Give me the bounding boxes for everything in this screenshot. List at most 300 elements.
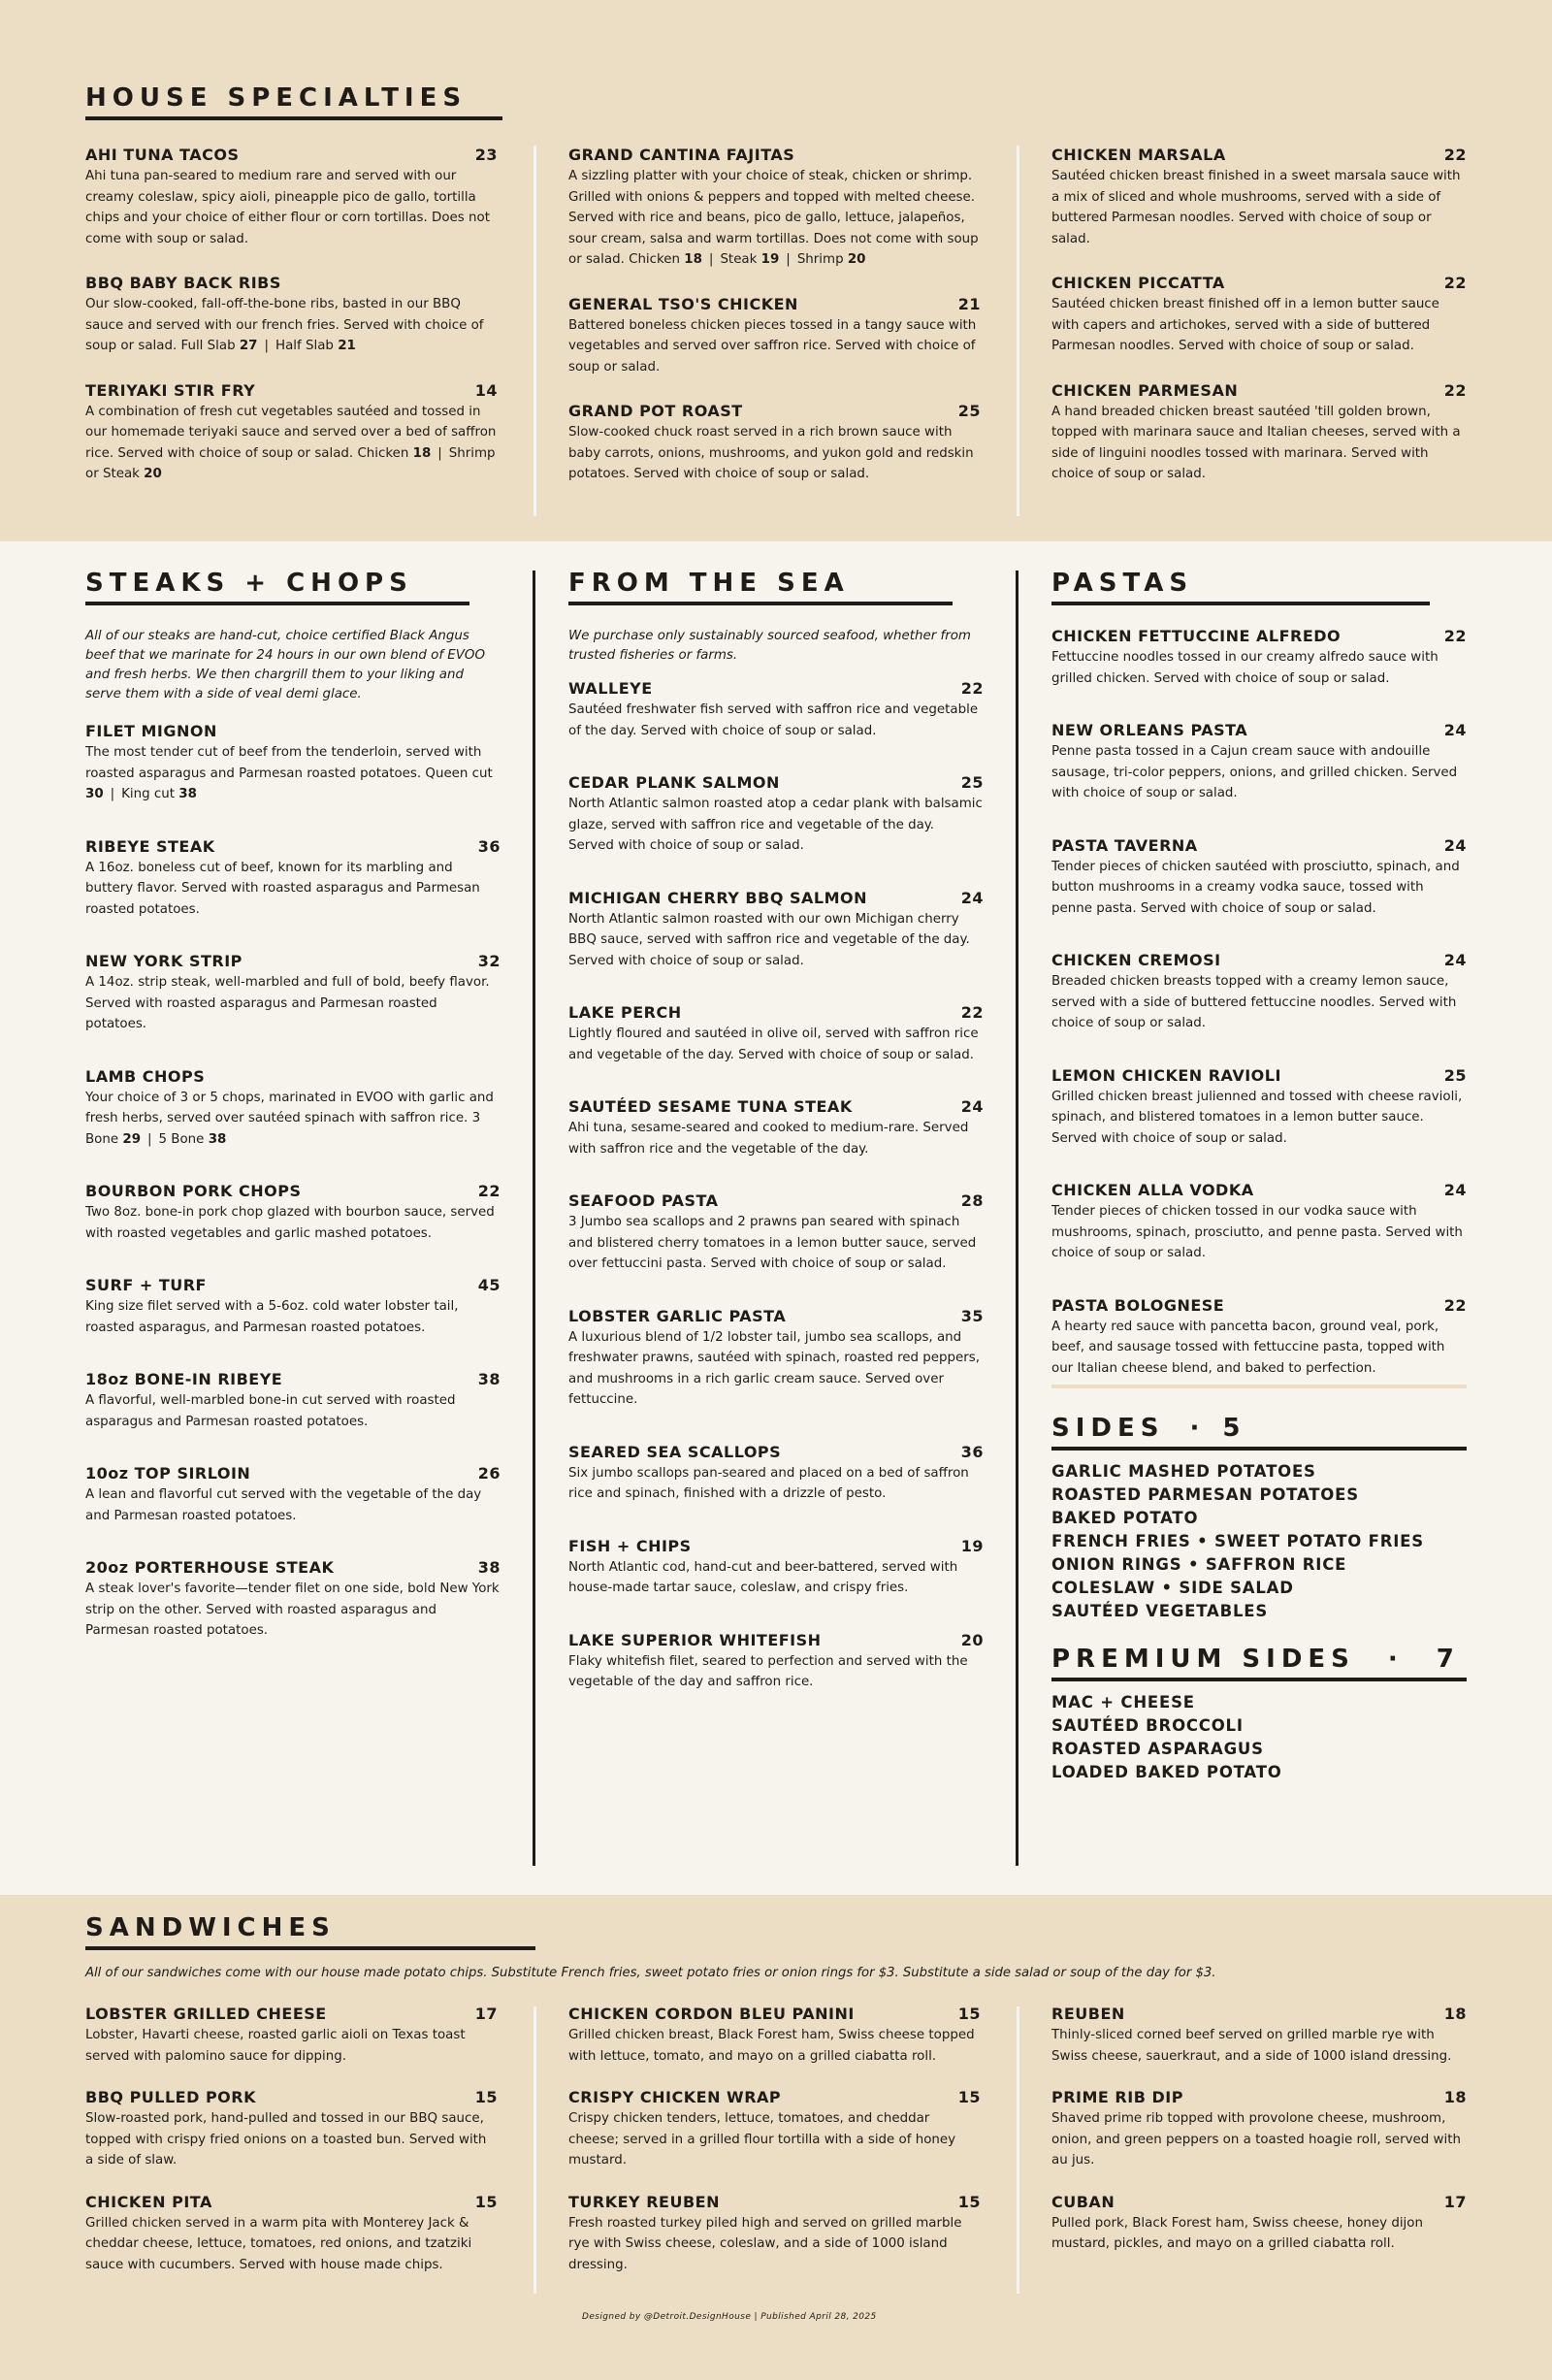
menu-item-description-text: Tender pieces of chicken sautéed with prosciutto, spinach, and button mushrooms in a creamy vodka sauce, tossed with penne pasta. Served with choice of soup or salad. [1051, 859, 1460, 916]
menu-item-name: FISH + CHIPS [568, 1536, 692, 1555]
menu-item-price: 24 [1443, 951, 1467, 969]
menu-item-name: CHICKEN PITA [85, 2192, 212, 2211]
menu-item-description-text: Flaky whitefish filet, seared to perfection and served with the vegetable of the day and saffron rice. [568, 1653, 968, 1689]
menu-item-price: 25 [957, 402, 981, 420]
menu-item-price: 26 [477, 1464, 501, 1483]
menu-item-price: 22 [477, 1182, 501, 1200]
menu-item-price: 38 [477, 1370, 501, 1388]
menu-item [85, 952, 501, 1035]
menu-item-header [568, 1191, 984, 1211]
menu-item-description-text: Battered boneless chicken pieces tossed in a tangy sauce with vegetables and served over saffron rice. Served with choice of soup or salad. [568, 317, 977, 375]
menu-item-description [568, 315, 981, 378]
premium-sides-title [1051, 1645, 1467, 1674]
menu-item-name: LOBSTER GRILLED CHEESE [85, 2005, 327, 2023]
menu-item-description-text: North Atlantic cod, hand-cut and beer-battered, served with house-made tartar sauce, coleslaw, and crispy fries. [568, 1559, 958, 1595]
menu-item [85, 837, 501, 921]
menu-item [568, 1191, 984, 1275]
menu-item [568, 1307, 984, 1411]
menu-item-price: 24 [1443, 1181, 1467, 1199]
option-label: Queen cut [425, 766, 493, 781]
menu-item-description-text: A hearty red sauce with pancetta bacon, ground veal, pork, beef, and sausage tossed with fettuccine pasta, topped with our Italian cheese blend, and baked to perfection. [1051, 1319, 1445, 1376]
menu-item-name: LAKE PERCH [568, 1003, 682, 1022]
sea-title: FROM THE SEA [568, 569, 850, 598]
steaks-section [85, 569, 501, 1642]
menu-item-price: 38 [477, 1558, 501, 1577]
menu-item-header [1051, 146, 1467, 165]
menu-item-description [1051, 857, 1467, 920]
menu-item-name: GRAND POT ROAST [568, 402, 743, 420]
menu-item [568, 773, 984, 857]
menu-item-description [1051, 1087, 1467, 1150]
menu-item-description-text: Slow-cooked chuck roast served in a rich brown sauce with baby carrots, onions, mushrooms, and yukon gold and redskin potatoes. Served with choice of soup or salad. [568, 425, 974, 481]
menu-item-price: 36 [960, 1442, 984, 1461]
menu-item [85, 146, 498, 249]
menu-item-name: SAUTÉED SESAME TUNA STEAK [568, 1097, 853, 1116]
menu-item-description-text: North Atlantic salmon roasted atop a cedar plank with balsamic glaze, served with saffron rice and vegetable of the day. Served with choice of soup or salad. [568, 797, 983, 853]
pastas-sides-separator [1051, 1385, 1467, 1388]
menu-item-price: 14 [474, 380, 498, 400]
menu-item-price: 22 [1443, 146, 1467, 164]
menu-item-description [1051, 166, 1467, 249]
steaks-underline [85, 602, 469, 605]
option-price: 30 [85, 787, 104, 801]
menu-item-description-text: Fettuccine noodles tossed in our creamy alfredo sauce with grilled chicken. Served with choice of soup or salad. [1051, 650, 1439, 686]
option-price: 27 [239, 339, 258, 353]
premium-sides-title-dot: · [1387, 1645, 1404, 1674]
menu-item-name: BOURBON PORK CHOPS [85, 1182, 302, 1200]
menu-item-price: 17 [474, 2005, 498, 2023]
menu-item-header [568, 2005, 981, 2024]
footer-credit: Designed by @Detroit.DesignHouse | Published April 28, 2025 [582, 2312, 877, 2322]
sides-title [1051, 1414, 1467, 1443]
menu-item-header [568, 2193, 981, 2212]
menu-item-price: 19 [960, 1536, 984, 1555]
option-price: 19 [760, 252, 780, 267]
sea-intro: We purchase only sustainably sourced seafood, whether from trusted fisheries or farms. [568, 629, 971, 663]
option-price: 29 [122, 1131, 142, 1147]
menu-item-name: LOBSTER GARLIC PASTA [568, 1306, 787, 1325]
menu-item [85, 1558, 501, 1642]
menu-item-price: 24 [1443, 835, 1467, 855]
menu-item-header [568, 1307, 984, 1326]
menu-item-header [568, 1443, 984, 1462]
menu-item-name: SEAFOOD PASTA [568, 1191, 719, 1210]
menu-item-description [568, 2025, 981, 2067]
menu-item-price: 21 [957, 294, 981, 313]
menu-item-header [1051, 2005, 1467, 2024]
menu-item-description-text: Tender pieces of chicken tossed in our vodka sauce with mushrooms, spinach, prosciutto, and penne pasta. Served with choice of soup or salad. [1051, 1204, 1463, 1260]
menu-item-price: 28 [960, 1191, 984, 1210]
menu-item-description-text: Pulled pork, Black Forest ham, Swiss cheese, honey dijon mustard, pickles, and mayo on a grilled ciabatta roll. [1051, 2215, 1423, 2251]
column-divider [1016, 571, 1018, 1866]
menu-item-description [1051, 971, 1467, 1034]
menu-item-header [85, 1276, 501, 1295]
menu-item-description-text: Lightly floured and sautéed in olive oil, served with saffron rice and vegetable of the day. Served with choice of soup or salad. [568, 1027, 979, 1062]
menu-item-description-text: A steak lover's favorite—tender filet on one side, bold New York strip on the other. Served with roasted asparagus and Parmesan roasted potatoes. [85, 1581, 500, 1638]
house-specialties-title: HOUSE SPECIALTIES [85, 83, 468, 113]
menu-item-description [85, 1296, 501, 1338]
steaks-title: STEAKS + CHOPS [85, 569, 413, 598]
menu-item-price: 18 [1443, 2005, 1467, 2023]
option-separator: | [708, 252, 714, 267]
menu-item-name: 20oz PORTERHOUSE STEAK [85, 1558, 335, 1577]
menu-item-price: 22 [1443, 274, 1467, 292]
sandwiches-header [85, 1913, 1482, 2001]
menu-item-header [85, 146, 498, 165]
menu-item-price: 24 [960, 1097, 984, 1116]
house-column-1 [85, 146, 498, 485]
menu-item [568, 1003, 984, 1065]
menu-item-header [85, 2193, 498, 2212]
menu-item-name: MICHIGAN CHERRY BBQ SALMON [568, 888, 867, 907]
menu-item-name: CRISPY CHICKEN WRAP [568, 2088, 782, 2106]
option-price: 38 [208, 1131, 227, 1147]
menu-item [85, 1067, 501, 1151]
pastas-list [1051, 627, 1467, 1379]
menu-item-header [1051, 836, 1467, 856]
menu-item-description-text: Sautéed chicken breast finished off in a lemon butter sauce with capers and artichokes, served with a side of buttered Parmesan noodles. Served with choice of soup or salad. [1051, 297, 1439, 353]
premium-sides-title-text: PREMIUM SIDES [1051, 1645, 1355, 1674]
premium-sides-block [1051, 1645, 1467, 1784]
option-price: 20 [847, 252, 866, 267]
menu-item-header [85, 274, 498, 293]
menu-item [568, 146, 981, 271]
menu-item-price: 45 [477, 1276, 501, 1294]
menu-item-header [1051, 1066, 1467, 1086]
pastas-title: PASTAS [1051, 569, 1194, 598]
menu-item-name: CHICKEN CORDON BLEU PANINI [568, 2005, 855, 2023]
menu-item [568, 1443, 984, 1505]
menu-item-description-text: Two 8oz. bone-in pork chop glazed with bourbon sauce, served with roasted vegetables and garlic mashed potatoes. [85, 1205, 495, 1241]
menu-item-name: BBQ BABY BACK RIBS [85, 274, 281, 292]
menu-item-description [568, 1651, 984, 1693]
menu-item-name: REUBEN [1051, 2005, 1125, 2023]
option-label: 3 Bone [85, 1111, 481, 1147]
menu-item [1051, 274, 1467, 357]
sides-underline [1051, 1447, 1467, 1451]
menu-item-description [568, 1212, 984, 1275]
menu-item-header [568, 2088, 981, 2107]
menu-item [568, 679, 984, 741]
side-item: COLESLAW • SIDE SALAD [1051, 1579, 1294, 1597]
menu-item-description-text: Thinly-sliced corned beef served on grilled marble rye with Swiss cheese, sauerkraut, and a side of 1000 island dressing. [1051, 2028, 1452, 2064]
menu-item-description [85, 2213, 498, 2276]
menu-item-name: TURKEY REUBEN [568, 2192, 720, 2211]
menu-item-price: 32 [477, 952, 501, 970]
house-column-3 [1051, 146, 1467, 485]
menu-item-description [568, 1557, 984, 1599]
sandwiches-column-1 [85, 2005, 498, 2275]
menu-item-name: GENERAL TSO'S CHICKEN [568, 294, 798, 313]
option-label: Steak [720, 252, 758, 267]
menu-item-description [1051, 402, 1467, 485]
menu-item-price: 35 [960, 1306, 984, 1325]
menu-item [1051, 1296, 1467, 1380]
option-separator: | [147, 1131, 152, 1147]
menu-item-header [85, 1558, 501, 1578]
sandwiches-column-2 [568, 2005, 981, 2275]
side-item: FRENCH FRIES • SWEET POTATO FRIES [1051, 1532, 1424, 1550]
menu-item-description-text: Breaded chicken breasts topped with a creamy lemon sauce, served with a side of buttered fettuccine noodles. Served with choice of soup or salad. [1051, 974, 1457, 1030]
menu-item-name: NEW ORLEANS PASTA [1051, 721, 1248, 739]
option-label: Shrimp or Steak [85, 445, 496, 481]
steaks-list [85, 722, 501, 1642]
menu-item-name: SEARED SEA SCALLOPS [568, 1442, 782, 1461]
menu-item-header [1051, 274, 1467, 293]
menu-item-description [85, 1202, 501, 1244]
menu-item-description-text: A 16oz. boneless cut of beef, known for its marbling and buttery flavor. Served with roasted asparagus and Parmesan roasted potatoes. [85, 860, 480, 917]
menu-item-description-text: Grilled chicken breast julienned and tossed with cheese ravioli, spinach, and blistered tomatoes in a lemon butter sauce. Served with choice of soup or salad. [1051, 1089, 1463, 1146]
menu-item-description-text: Fresh roasted turkey piled high and served on grilled marble rye with Swiss cheese, coleslaw, and a side of 1000 island dressing. [568, 2215, 962, 2272]
menu-item [1051, 2193, 1467, 2255]
menu-item-description [568, 422, 981, 485]
menu-item-price: 22 [960, 679, 984, 698]
menu-item-name: LAKE SUPERIOR WHITEFISH [568, 1630, 822, 1649]
option-separator: | [786, 252, 791, 267]
menu-item-description-text: Our slow-cooked, fall-off-the-bone ribs, basted in our BBQ sauce and served with our french fries. Served with choice of soup or salad. [85, 297, 484, 353]
sides-block [1051, 1414, 1467, 1623]
menu-item [568, 2193, 981, 2276]
menu-item-description [85, 2025, 498, 2067]
menu-item [1051, 146, 1467, 249]
menu-item-description-text: Ahi tuna pan-seared to medium rare and served with our creamy coleslaw, spicy aioli, pineapple pico de gallo, tortilla chips and your choice of either flour or corn tortillas. Does not come with soup or salad. [85, 169, 490, 246]
menu-item-description-text: Sautéed freshwater fish served with saffron rice and vegetable of the day. Served with choice of soup or salad. [568, 702, 979, 738]
menu-item-price: 22 [1443, 1295, 1467, 1315]
menu-item-header [568, 1097, 984, 1117]
house-specialties-underline [85, 116, 502, 120]
house-specialties-header [85, 83, 502, 120]
menu-item-header [568, 1003, 984, 1023]
menu-item [85, 274, 498, 357]
menu-item-header [568, 402, 981, 421]
menu-item-description [568, 2108, 981, 2171]
menu-item [568, 889, 984, 972]
side-item: BAKED POTATO [1051, 1509, 1199, 1527]
option-label: 5 Bone [158, 1131, 205, 1147]
menu-item-name: CEDAR PLANK SALMON [568, 773, 780, 792]
menu-item-header [85, 1370, 501, 1389]
menu-item-name: SURF + TURF [85, 1276, 207, 1294]
menu-item-description [568, 1024, 984, 1065]
menu-item [568, 1097, 984, 1159]
menu-item-header [85, 722, 501, 741]
menu-item-description [1051, 647, 1467, 689]
menu-item [568, 1631, 984, 1693]
menu-item-description [568, 794, 984, 857]
menu-item-header [568, 1631, 984, 1650]
side-item: SAUTÉED BROCCOLI [1051, 1716, 1244, 1735]
menu-item-name: PRIME RIB DIP [1051, 2088, 1183, 2106]
menu-item-header [568, 889, 984, 908]
menu-item-name: FILET MIGNON [85, 722, 217, 740]
menu-item-description-text: Slow-roasted pork, hand-pulled and tossed in our BBQ sauce, topped with crispy fried onions on a toasted bun. Served with a side of slaw. [85, 2111, 487, 2168]
menu-item-header [1051, 721, 1467, 740]
sandwiches-intro: All of our sandwiches come with our house made potato chips. Substitute French fries, sweet potato fries or onion rings for $3. Substitute a side salad or soup of the day for $3. [85, 1966, 1216, 1980]
menu-item-description [85, 742, 501, 805]
menu-item [1051, 381, 1467, 485]
menu-item-name: CHICKEN PICCATTA [1051, 274, 1225, 292]
menu-item-description-text: Crispy chicken tenders, lettuce, tomatoes, and cheddar cheese; served in a grilled flour tortilla with a side of honey mustard. [568, 2111, 956, 2168]
menu-item [1051, 1181, 1467, 1264]
menu-item [85, 2193, 498, 2276]
option-label: Full Slab [180, 339, 236, 353]
menu-item-name: PASTA BOLOGNESE [1051, 1295, 1225, 1315]
column-divider [1017, 146, 1019, 516]
menu-item-description [85, 1579, 501, 1642]
menu-item-header [85, 2088, 498, 2107]
menu-item-description [85, 858, 501, 921]
menu-item-options [629, 252, 865, 267]
menu-item-description [568, 700, 984, 741]
menu-item-header [568, 146, 981, 165]
side-item: MAC + CHEESE [1051, 1693, 1195, 1712]
menu-item-description-text: A lean and flavorful cut served with the vegetable of the day and Parmesan roasted potatoes. [85, 1487, 482, 1523]
option-price: 38 [178, 787, 197, 801]
menu-item-options [181, 339, 356, 353]
option-label: King cut [121, 787, 176, 801]
menu-item-name: RIBEYE STEAK [85, 836, 215, 856]
sides-title-dot: · [1189, 1414, 1206, 1443]
menu-item-description [568, 1327, 984, 1411]
menu-item-description [568, 1118, 984, 1159]
menu-item-header [85, 2005, 498, 2024]
menu-item-description [568, 909, 984, 972]
menu-item-name: AHI TUNA TACOS [85, 146, 240, 164]
menu-item [85, 2005, 498, 2067]
menu-item [568, 2088, 981, 2171]
menu-item-price: 25 [960, 773, 984, 792]
pastas-section [1051, 569, 1467, 1784]
menu-item-description [1051, 2025, 1467, 2067]
option-price: 20 [144, 467, 162, 481]
menu-item-name: CHICKEN MARSALA [1051, 146, 1226, 164]
menu-item-description-text: A sizzling platter with your choice of steak, chicken or shrimp. Grilled with onions & peppers and topped with melted cheese. Served with rice and beans, pico de gallo, lettuce, jalapeños, sour cream, salsa and warm tortillas. Does not come with soup or salad. [568, 169, 979, 267]
menu-item-description-text: North Atlantic salmon roasted with our own Michigan cherry BBQ sauce, served with saffron rice and vegetable of the day. Served with choice of soup or salad. [568, 911, 970, 968]
menu-item-description [85, 2108, 498, 2171]
sea-list [568, 679, 984, 1693]
menu-item-price: 36 [477, 836, 501, 856]
menu-item-name: CHICKEN CREMOSI [1051, 951, 1221, 969]
menu-item-price: 15 [957, 2005, 981, 2023]
option-separator: | [264, 339, 270, 353]
menu-item [1051, 951, 1467, 1034]
menu-item [85, 1370, 501, 1432]
menu-item-header [85, 952, 501, 971]
menu-item-description-text: 3 Jumbo sea scallops and 2 prawns pan seared with spinach and blistered cherry tomatoes in a lemon butter sauce, served over fettuccini pasta. Served with choice of soup or salad. [568, 1215, 977, 1271]
menu-item [85, 1182, 501, 1244]
menu-item-name: CUBAN [1051, 2192, 1116, 2211]
menu-item-header [85, 1182, 501, 1201]
menu-item [1051, 2088, 1467, 2171]
menu-item-description [1051, 2213, 1467, 2255]
menu-item [1051, 1066, 1467, 1150]
menu-item-header [1051, 627, 1467, 646]
sides-title-text: SIDES [1051, 1414, 1165, 1443]
menu-item-header [85, 381, 498, 401]
menu-item-price: 25 [1443, 1065, 1467, 1085]
menu-item-price: 23 [474, 146, 498, 164]
menu-item-header [1051, 2088, 1467, 2107]
menu-item [568, 295, 981, 378]
menu-item-description-text: Grilled chicken served in a warm pita with Monterey Jack & cheddar cheese, lettuce, tomatoes, red onions, and tzatziki sauce with cucumbers. Served with house made chips. [85, 2215, 472, 2272]
menu-item [568, 2005, 981, 2067]
menu-item-description [85, 1088, 501, 1151]
sides-price: 5 [1222, 1414, 1246, 1443]
menu-item-description-text: Lobster, Havarti cheese, roasted garlic aioli on Texas toast served with palomino sauce for dipping. [85, 2028, 466, 2064]
menu-item-header [85, 837, 501, 857]
option-label: Half Slab [275, 339, 334, 353]
menu-item-header [1051, 1296, 1467, 1316]
menu-item [568, 402, 981, 485]
menu-item-description [85, 1390, 501, 1432]
menu-item-header [568, 295, 981, 314]
menu-item-name: PASTA TAVERNA [1051, 835, 1198, 855]
side-item: ONION RINGS • SAFFRON RICE [1051, 1555, 1347, 1574]
menu-item-name: LAMB CHOPS [85, 1066, 206, 1086]
option-price: 18 [412, 445, 432, 461]
menu-item-description [85, 972, 501, 1035]
menu-item [85, 1276, 501, 1338]
menu-item-description [85, 1484, 501, 1526]
menu-item-header [1051, 2193, 1467, 2212]
menu-item-price: 18 [1443, 2088, 1467, 2106]
menu-item-description-text: Your choice of 3 or 5 chops, marinated in EVOO with garlic and fresh herbs, served over sautéed spinach with saffron rice. [85, 1090, 494, 1125]
menu-item-description-text: A flavorful, well-marbled bone-in cut served with roasted asparagus and Parmesan roasted potatoes. [85, 1393, 456, 1429]
premium-sides-price: 7 [1436, 1645, 1460, 1674]
option-price: 18 [684, 252, 702, 267]
side-item: LOADED BAKED POTATO [1051, 1763, 1282, 1781]
sandwiches-underline [85, 1946, 535, 1950]
menu-item-price: 22 [960, 1003, 984, 1022]
menu-item [85, 722, 501, 805]
menu-item-description-text: A combination of fresh cut vegetables sautéed and tossed in our homemade teriyaki sauce and served over a bed of saffron rice. Served with choice of soup or salad. [85, 404, 497, 461]
menu-item-description-text: Sautéed chicken breast finished in a sweet marsala sauce with a mix of sliced and whole mushrooms, served with a side of buttered Parmesan noodles. Served with choice of soup or salad. [1051, 169, 1461, 246]
menu-item [568, 1537, 984, 1599]
menu-item-price: 22 [1443, 627, 1467, 645]
menu-item-description [1051, 1201, 1467, 1264]
menu-item-header [568, 679, 984, 699]
menu-item-header [1051, 1181, 1467, 1200]
menu-item-header [1051, 951, 1467, 970]
menu-item-name: GRAND CANTINA FAJITAS [568, 146, 795, 164]
menu-item-header [1051, 381, 1467, 401]
column-divider [533, 571, 535, 1866]
menu-item-description [85, 402, 498, 485]
menu-item-name: WALLEYE [568, 679, 653, 698]
menu-item-description-text: A luxurious blend of 1/2 lobster tail, jumbo sea scallops, and freshwater prawns, sautéed with spinach, roasted red peppers, and mushrooms in a rich garlic cream sauce. Served over fettuccine. [568, 1329, 980, 1407]
menu-item-description-text: Shaved prime rib topped with provolone cheese, mushroom, onion, and green peppers on a toasted hoagie roll, served with au jus. [1051, 2111, 1461, 2168]
menu-item-description-text: Grilled chicken breast, Black Forest ham, Swiss cheese topped with lettuce, tomato, and mayo on a grilled ciabatta roll. [568, 2028, 975, 2064]
column-divider [1017, 2006, 1019, 2294]
option-separator: | [437, 445, 442, 461]
house-column-2 [568, 146, 981, 485]
option-separator: | [110, 787, 115, 801]
menu-item-name: BBQ PULLED PORK [85, 2088, 256, 2106]
menu-item-description-text: A 14oz. strip steak, well-marbled and full of bold, beefy flavor. Served with roasted asparagus and Parmesan roasted potatoes. [85, 975, 490, 1031]
menu-item [1051, 627, 1467, 689]
menu-item-name: NEW YORK STRIP [85, 952, 242, 970]
menu-item-price: 17 [1443, 2192, 1467, 2211]
menu-item [85, 381, 498, 485]
menu-item-description-text: The most tender cut of beef from the tenderloin, served with roasted asparagus and Parmesan roasted potatoes. [85, 745, 482, 781]
menu-item-description-text: Penne pasta tossed in a Cajun cream sauce with andouille sausage, tri-color peppers, onions, and grilled chicken. Served with choice of soup or salad. [1051, 744, 1458, 800]
menu-item [1051, 2005, 1467, 2067]
menu-item [85, 2088, 498, 2171]
column-divider [534, 2006, 536, 2294]
menu-item-price: 15 [474, 2088, 498, 2106]
option-label: Shrimp [796, 252, 844, 267]
sea-underline [568, 602, 953, 605]
